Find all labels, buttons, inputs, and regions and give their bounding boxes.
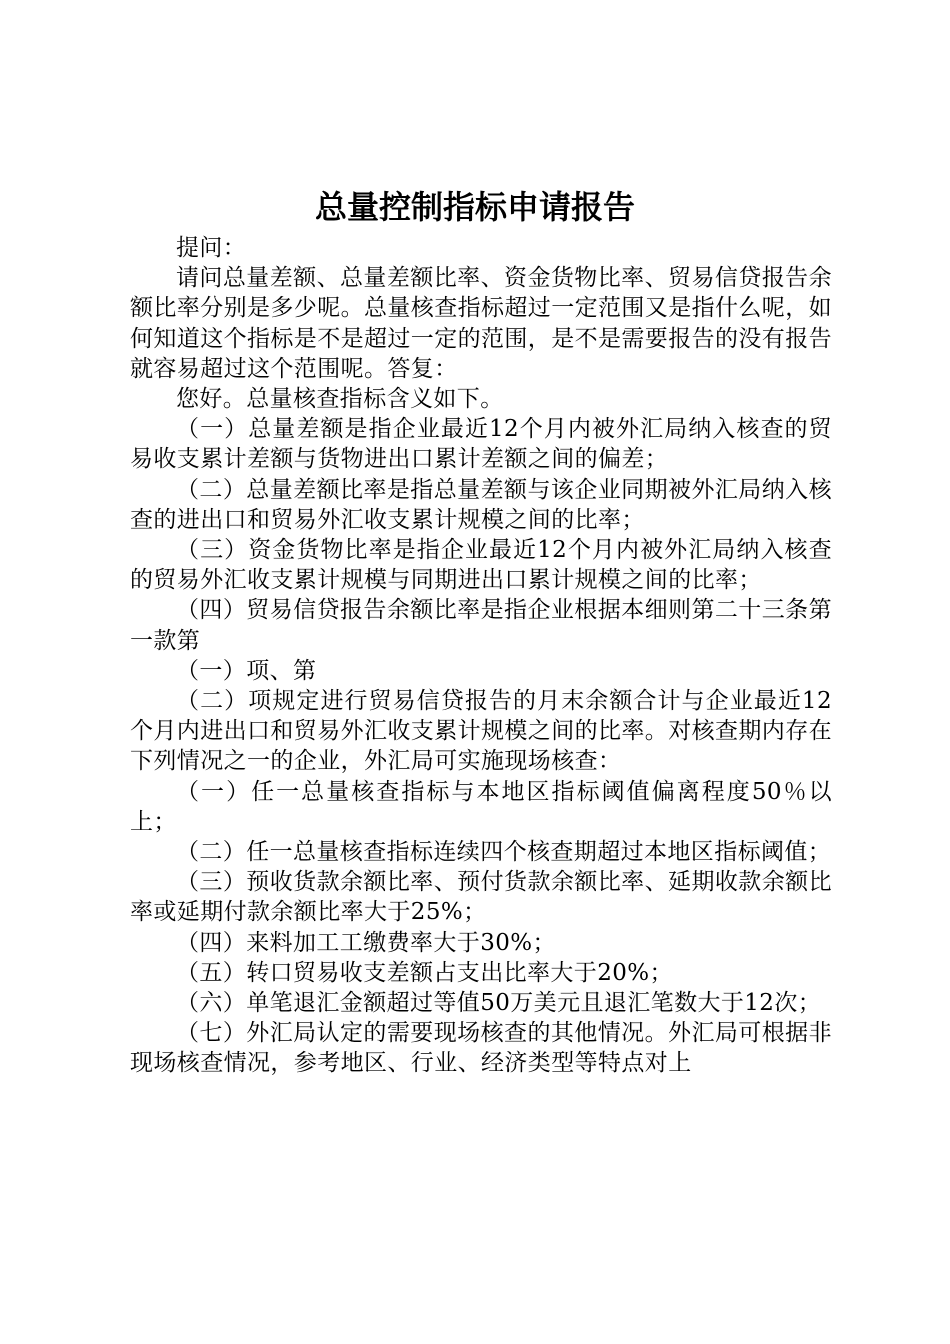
paragraph: （五）转口贸易收支差额占支出比率大于20%； [176, 959, 673, 986]
paragraph: （四）来料加工工缴费率大于30%； [176, 929, 556, 956]
paragraph: 您好。总量核查指标含义如下。 [176, 386, 504, 413]
paragraph: （七）外汇局认定的需要现场核查的其他情况。外汇局可根据非现场核查情况，参考地区、行业、经济类型等特点对上 [130, 1020, 832, 1077]
paragraph: （二）总量差额比率是指总量差额与该企业同期被外汇局纳入核查的进出口和贸易外汇收支累计规模之间的比率； [130, 476, 832, 533]
paragraph: （一）项、第 [176, 657, 317, 684]
document-title: 总量控制指标申请报告 [314, 188, 635, 226]
paragraph: （三）资金货物比率是指企业最近12个月内被外汇局纳入核查的贸易外汇收支累计规模与同期进出口累计规模之间的比率； [130, 537, 832, 594]
paragraph: （六）单笔退汇金额超过等值50万美元且退汇笔数大于12次； [176, 990, 822, 1017]
document-body [130, 233, 832, 1079]
paragraph: （一）总量差额是指企业最近12个月内被外汇局纳入核查的贸易收支累计差额与货物进出口累计差额之间的偏差； [130, 416, 832, 473]
paragraph: （一）任一总量核查指标与本地区指标阈值偏离程度50％以上； [130, 778, 832, 835]
paragraph: 提问： [176, 235, 247, 261]
paragraph: （三）预收货款余额比率、预付货款余额比率、延期收款余额比率或延期付款余额比率大于25%； [130, 869, 832, 926]
paragraph: 请问总量差额、总量差额比率、资金货物比率、贸易信贷报告余额比率分别是多少呢。总量核查指标超过一定范围又是指什么呢，如何知道这个指标是不是超过一定的范围，是不是需要报告的没有报告就容易超过这个范围呢。答复： [130, 265, 832, 382]
paragraph: （四）贸易信贷报告余额比率是指企业根据本细则第二十三条第一款第 [130, 597, 832, 654]
paragraph: （二）任一总量核查指标连续四个核查期超过本地区指标阈值； [176, 839, 832, 866]
paragraph: （二）项规定进行贸易信贷报告的月末余额合计与企业最近12个月内进出口和贸易外汇收支累计规模之间的比率。对核查期内存在下列情况之一的企业，外汇局可实施现场核查： [130, 688, 832, 775]
